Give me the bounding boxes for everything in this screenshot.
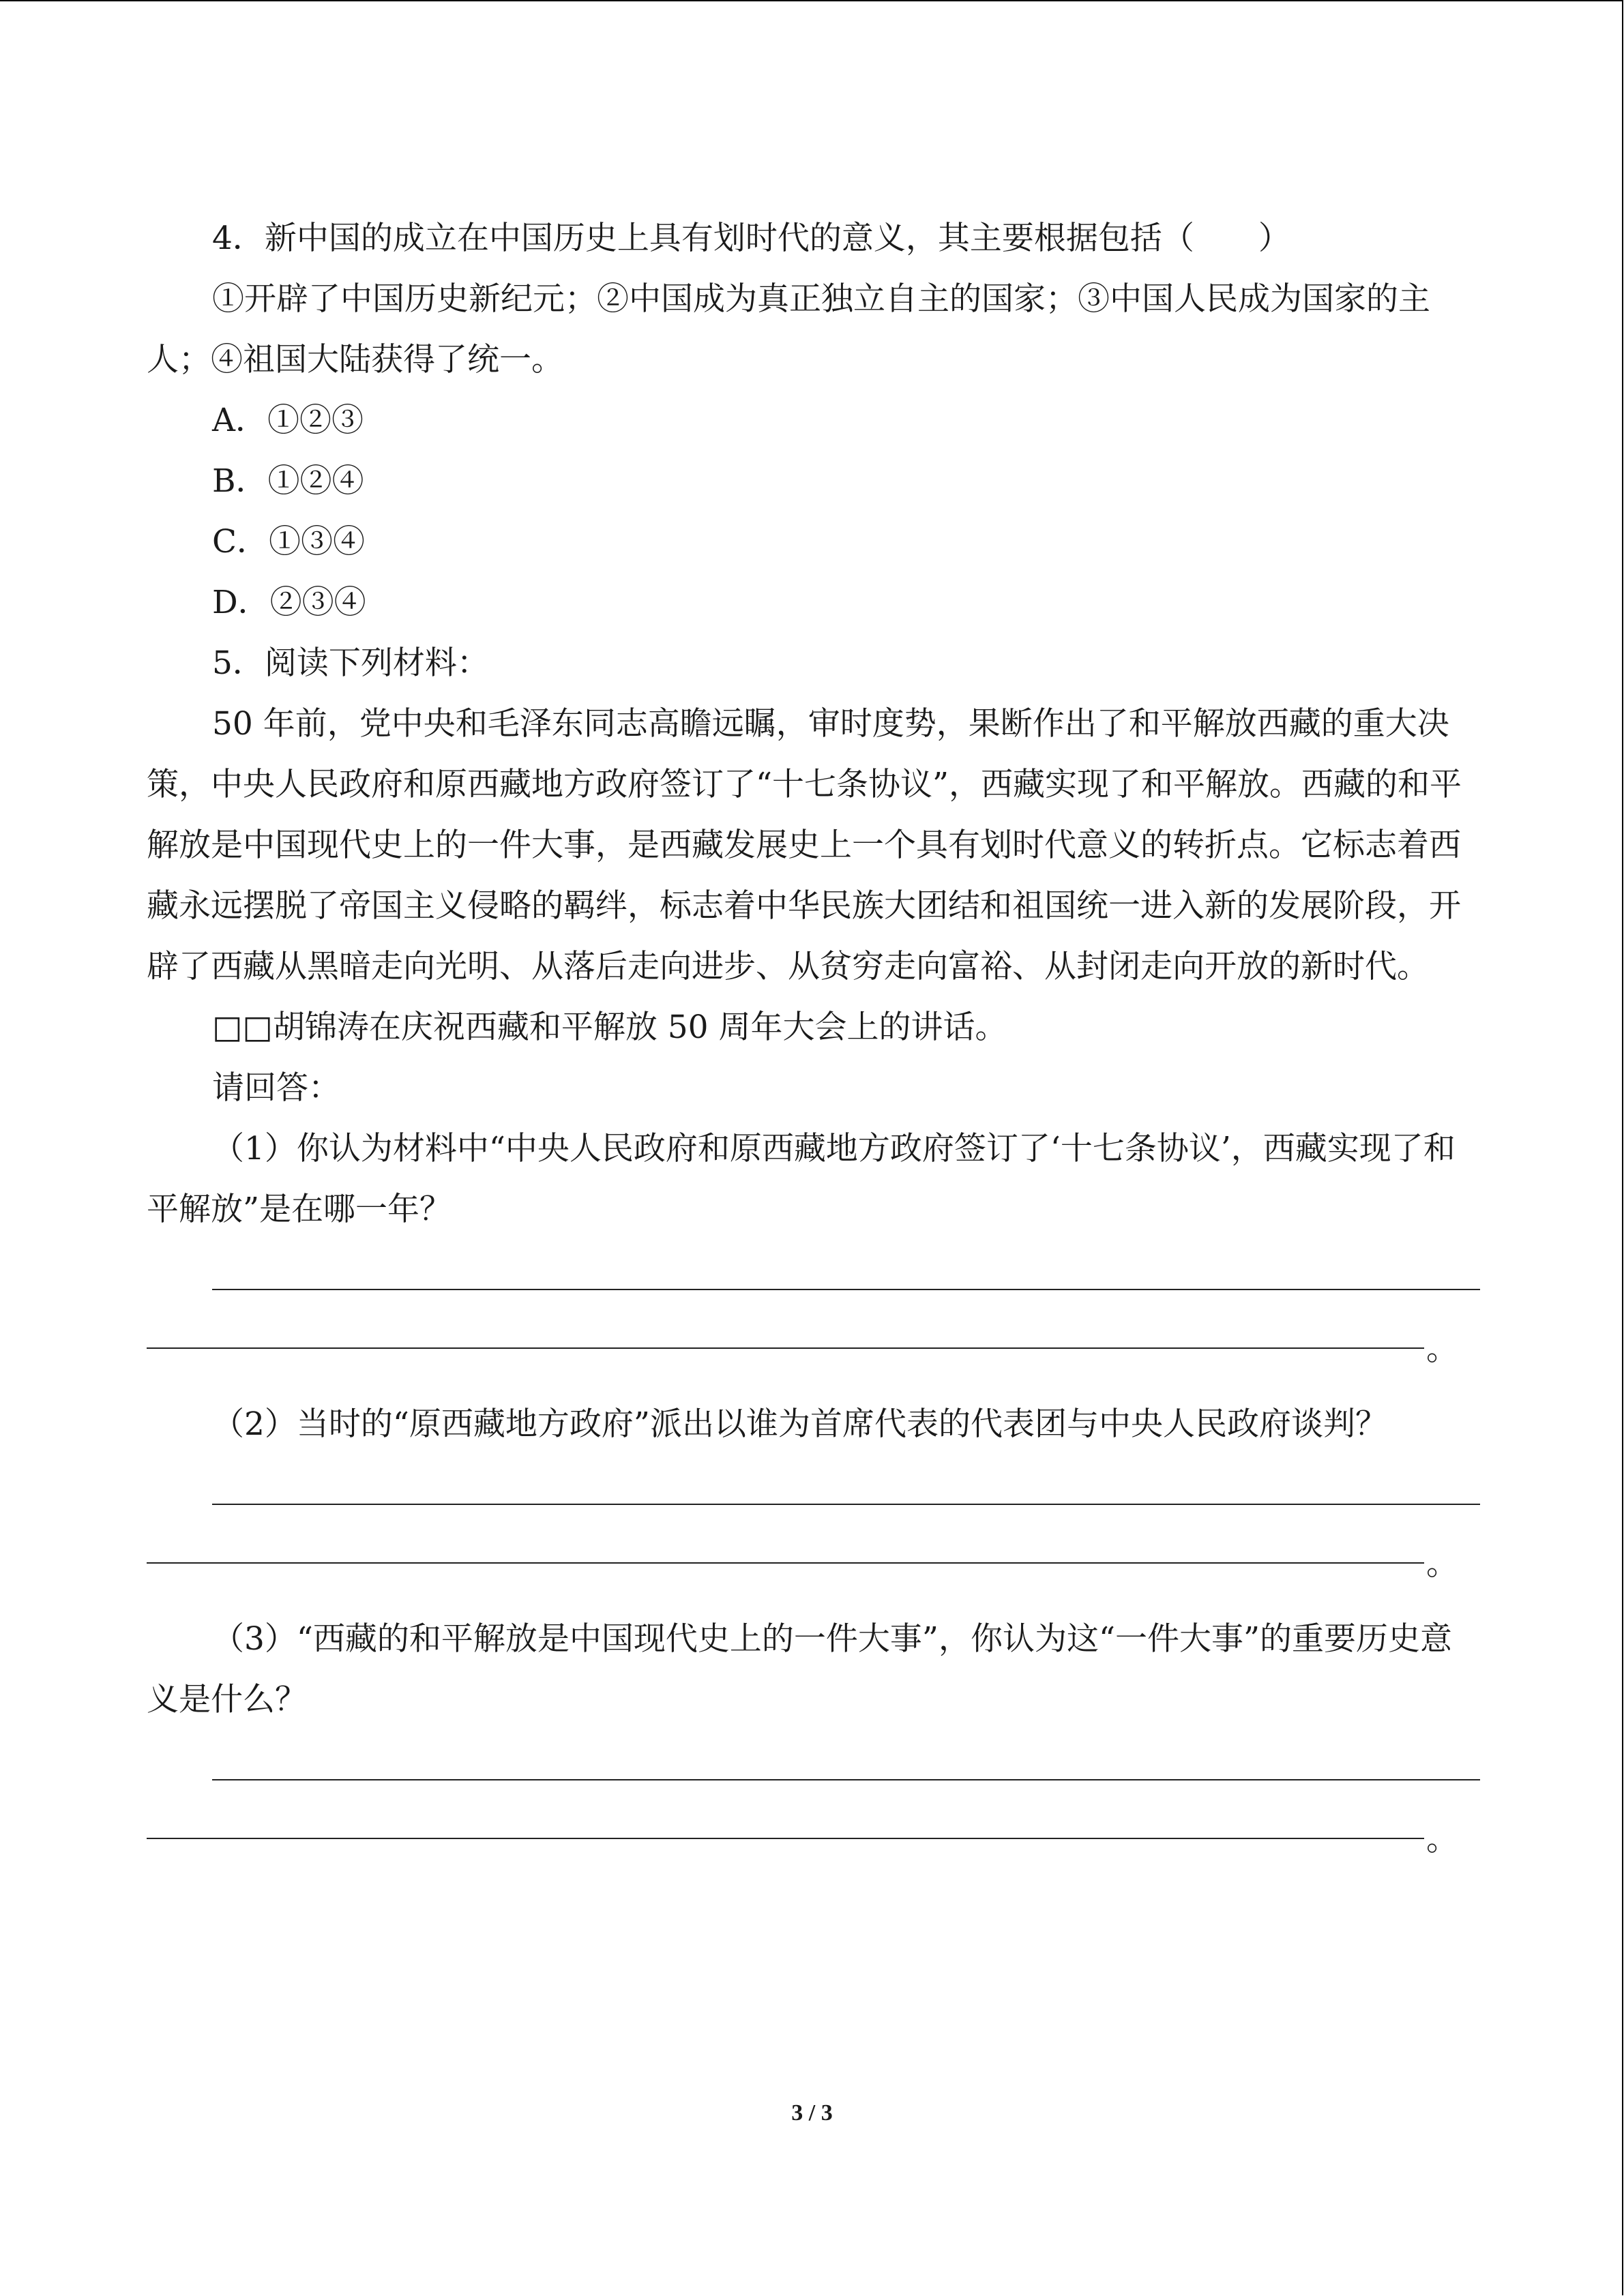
document-body bbox=[147, 208, 1477, 1884]
option-a: A．①②③ bbox=[212, 402, 364, 439]
answer-line bbox=[212, 1289, 1480, 1290]
page-number: 3 / 3 bbox=[791, 2100, 833, 2126]
question-4-statements: ①开辟了中国历史新纪元；②中国成为真正独立自主的国家；③中国人民成为国家的主人；④祖国大陆获得了统一。 bbox=[147, 280, 1430, 378]
question-5-stem: 5．阅读下列材料： bbox=[212, 644, 489, 682]
sub-question-3: （3）“西藏的和平解放是中国现代史上的一件大事”，你认为这“一件大事”的重要历史意义是什么？ bbox=[147, 1620, 1453, 1718]
material-source: □□胡锦涛在庆祝西藏和平解放 50 周年大会上的讲话。 bbox=[212, 1009, 1007, 1046]
answer-area-3[interactable] bbox=[147, 1749, 1477, 1870]
sub-question-1: （1）你认为材料中“中央人民政府和原西藏地方政府签订了‘十七条协议’，西藏实现了和平解放”是在哪一年？ bbox=[147, 1130, 1456, 1228]
answer-line bbox=[212, 1504, 1480, 1505]
answer-area-2[interactable] bbox=[147, 1474, 1477, 1595]
option-d: D．②③④ bbox=[212, 584, 366, 621]
option-b: B．①②④ bbox=[212, 462, 364, 500]
answer-end-mark: 。 bbox=[1426, 1821, 1458, 1858]
answer-area-1[interactable] bbox=[147, 1259, 1477, 1380]
question-4-stem: 4．新中国的成立在中国历史上具有划时代的意义，其主要根据包括（ ） bbox=[212, 220, 1290, 257]
answer-line bbox=[147, 1838, 1424, 1839]
answer-line bbox=[212, 1779, 1480, 1780]
question-5-material: 50 年前，党中央和毛泽东同志高瞻远瞩，审时度势，果断作出了和平解放西藏的重大决策，中央人民政府和原西藏地方政府签订了“十七条协议”，西藏实现了和平解放。西藏的和平解放是中国现代史上的一件大事，是西藏发展史上一个具有划时代意义的转折点。它标志着西藏永远摆脱了帝国主义侵略的羁绊，标志着中华民族大团结和祖国统一进入新的发展阶段，开辟了西藏从黑暗走向光明、从落后走向进步、从贫穷走向富裕、从封闭走向开放的新时代。 bbox=[147, 705, 1462, 985]
answer-end-mark: 。 bbox=[1426, 1545, 1458, 1583]
option-c: C．①③④ bbox=[212, 523, 365, 561]
answer-prompt: 请回答： bbox=[212, 1069, 340, 1107]
answer-line bbox=[147, 1562, 1424, 1564]
answer-end-mark: 。 bbox=[1426, 1330, 1458, 1368]
sub-question-2: （2）当时的“原西藏地方政府”派出以谁为首席代表的代表团与中央人民政府谈判？ bbox=[212, 1405, 1387, 1443]
answer-line bbox=[147, 1347, 1424, 1349]
